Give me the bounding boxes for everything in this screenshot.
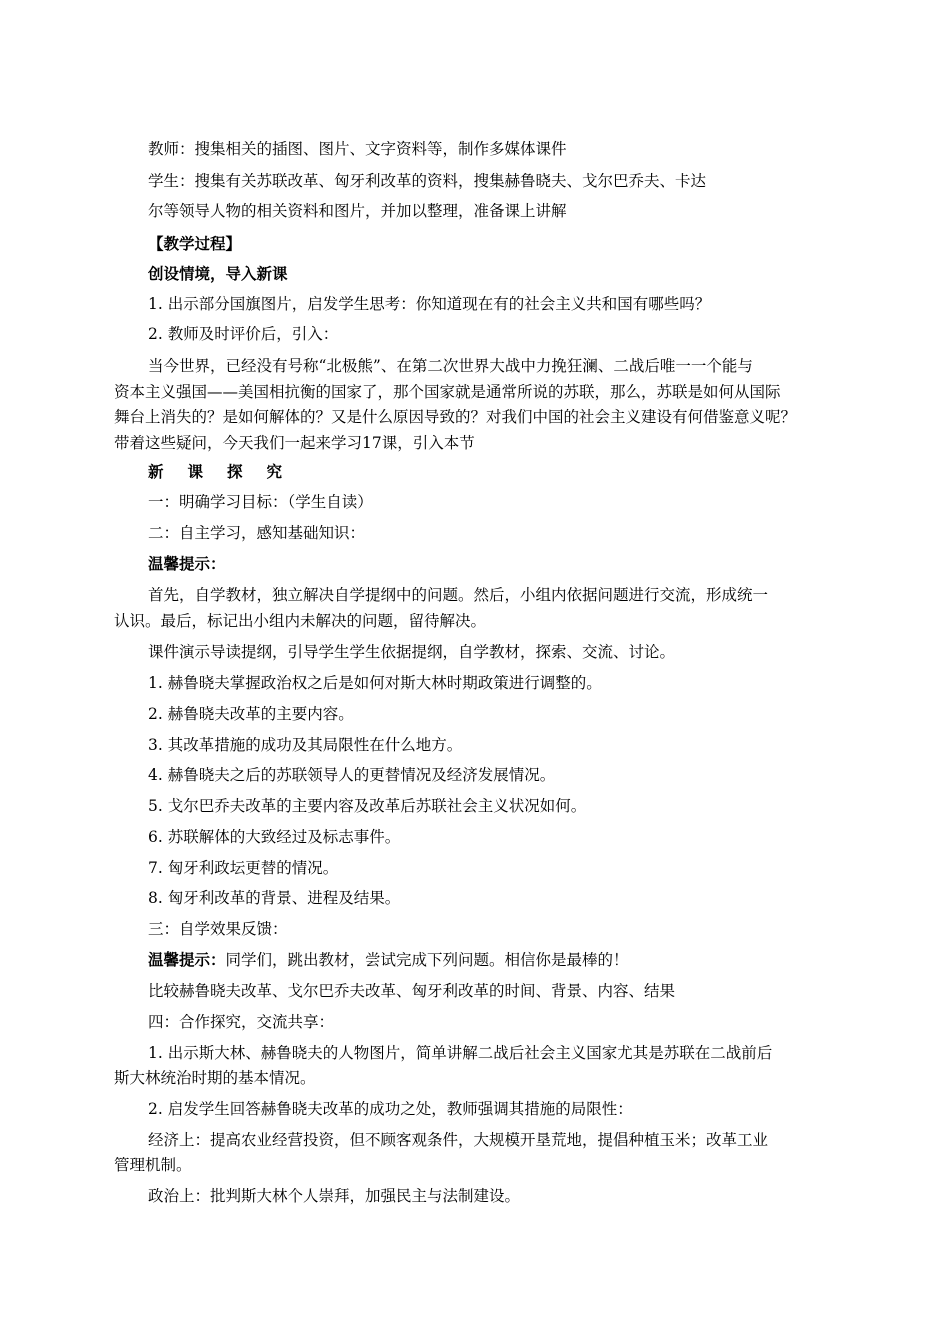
intro-step-2: 2. 教师及时评价后，引入：	[148, 325, 339, 343]
intro-heading: 创设情境，导入新课	[148, 264, 288, 283]
politics-line: 政治上：批判斯大林个人崇拜，加强民主与法制建设。	[148, 1187, 521, 1205]
intro-paragraph-line: 当今世界，已经没有号称“北极熊”、在第二次世界大战中力挽狂澜、二战后唯一一个能与	[148, 357, 753, 375]
guide-text: 课件演示导读提纲，引导学生学生依据提纲，自学教材，探索、交流、讨论。	[148, 643, 676, 661]
outline-item: 8. 匈牙利改革的背景、进程及结果。	[148, 889, 401, 907]
teaching-process-heading: 【教学过程】	[148, 234, 242, 253]
self-study-heading: 二：自主学习，感知基础知识：	[148, 524, 366, 542]
outline-item: 6. 苏联解体的大致经过及标志事件。	[148, 828, 401, 846]
economy-line: 管理机制。	[114, 1156, 192, 1174]
intro-paragraph-line: 舞台上消失的？是如何解体的？又是什么原因导致的？对我们中国的社会主义建设有何借鉴意义呢？	[114, 408, 797, 426]
tip-2-label: 温馨提示：	[148, 950, 226, 969]
student-prep-line-2: 尔等领导人物的相关资料和图片，并加以整理，准备课上讲解	[148, 202, 567, 220]
outline-item: 7. 匈牙利政坛更替的情况。	[148, 859, 339, 877]
teacher-prep: 教师：搜集相关的插图、图片、文字资料等，制作多媒体课件	[148, 140, 567, 158]
feedback-heading: 三：自学效果反馈：	[148, 920, 288, 938]
tip-2-text: 同学们，跳出教材，尝试完成下列问题。相信你是最棒的！	[225, 951, 629, 969]
tip-label: 温馨提示：	[148, 554, 226, 573]
tip-paragraph-line: 认识。最后，标记出小组内未解决的问题，留待解决。	[114, 612, 487, 630]
outline-item: 1. 赫鲁晓夫掌握政治权之后是如何对斯大林时期政策进行调整的。	[148, 674, 602, 692]
intro-step-1: 1. 出示部分国旗图片，启发学生思考：你知道现在有的社会主义共和国有哪些吗？	[148, 295, 711, 313]
cooperation-item-1-line: 1. 出示斯大林、赫鲁晓夫的人物图片，简单讲解二战后社会主义国家尤其是苏联在二战前后	[148, 1044, 773, 1062]
outline-item: 5. 戈尔巴乔夫改革的主要内容及改革后苏联社会主义状况如何。	[148, 797, 587, 815]
outline-item: 4. 赫鲁晓夫之后的苏联领导人的更替情况及经济发展情况。	[148, 766, 556, 784]
new-lesson-heading: 新 课 探 究	[148, 462, 292, 481]
tip-2	[148, 950, 629, 970]
compare-task: 比较赫鲁晓夫改革、戈尔巴乔夫改革、匈牙利改革的时间、背景、内容、结果	[148, 982, 676, 1000]
intro-paragraph-line: 带着这些疑问，今天我们一起来学习17课，引入本节	[114, 434, 475, 452]
student-prep-line-1: 学生：搜集有关苏联改革、匈牙利改革的资料，搜集赫鲁晓夫、戈尔巴乔夫、卡达	[148, 172, 707, 190]
outline-item: 2. 赫鲁晓夫改革的主要内容。	[148, 705, 354, 723]
cooperation-item-1-line: 斯大林统治时期的基本情况。	[114, 1069, 316, 1087]
outline-item: 3. 其改革措施的成功及其局限性在什么地方。	[148, 736, 463, 754]
intro-paragraph-line: 资本主义强国——美国相抗衡的国家了，那个国家就是通常所说的苏联，那么，苏联是如何从国际	[114, 383, 781, 401]
learning-goal: 一：明确学习目标：（学生自读）	[148, 493, 373, 511]
cooperation-heading: 四：合作探究，交流共享：	[148, 1013, 335, 1031]
cooperation-item-2: 2. 启发学生回答赫鲁晓夫改革的成功之处，教师强调其措施的局限性：	[148, 1100, 633, 1118]
economy-line: 经济上：提高农业经营投资，但不顾客观条件，大规模开垦荒地，提倡种植玉米；改革工业	[148, 1131, 769, 1149]
tip-paragraph-line: 首先，自学教材，独立解决自学提纲中的问题。然后，小组内依据问题进行交流，形成统一	[148, 586, 769, 604]
